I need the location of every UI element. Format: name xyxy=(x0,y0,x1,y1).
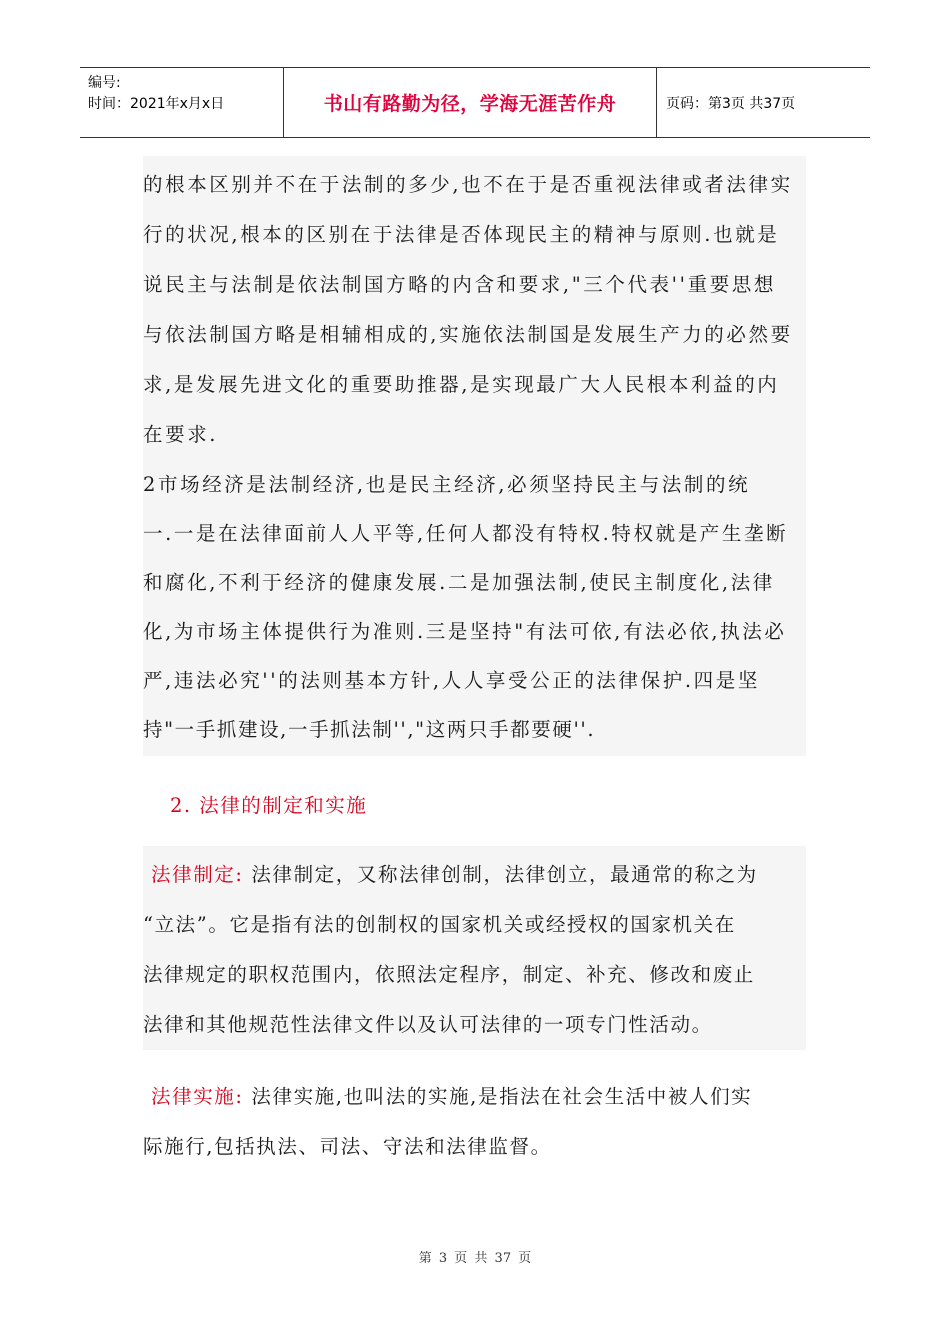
paragraph-line: 一.一是在法律面前人人平等,任何人都没有特权.特权就是产生垄断 xyxy=(143,522,789,545)
document-number-label: 编号: xyxy=(88,75,121,91)
page-footer: 第 3 页 共 37 页 xyxy=(418,1251,532,1266)
header-page-cell xyxy=(657,68,870,137)
paragraph-line: “立法”。它是指有法的创制权的国家机关或经授权的国家机关在 xyxy=(143,913,736,936)
document-date-label: 时间：2021年x月x日 xyxy=(88,96,225,112)
term-definition: 法律实施,也叫法的实施,是指法在社会生活中被人们实 xyxy=(243,1085,753,1108)
term-label: 法律实施: xyxy=(151,1085,244,1108)
paragraph-line: 与依法制国方略是相辅相成的,实施依法制国是发展生产力的必然要 xyxy=(143,323,793,346)
header-meta-cell xyxy=(80,68,284,137)
paragraph-line: 法律规定的职权范围内，依照法定程序，制定、补充、修改和废止 xyxy=(143,963,755,986)
paragraph-line xyxy=(151,1084,752,1110)
paragraph-line: 持"一手抓建设,一手抓法制'',"这两只手都要硬''. xyxy=(143,718,596,741)
document-header xyxy=(80,67,870,138)
paragraph-implementation xyxy=(143,1082,806,1172)
paragraph-lawmaking xyxy=(143,846,806,1050)
paragraph-line: 法律和其他规范性法律文件以及认可法律的一项专门性活动。 xyxy=(143,1013,713,1036)
paragraph-line: 严,违法必究''的法则基本方针,人人享受公正的法律保护.四是坚 xyxy=(143,669,760,692)
header-motto: 书山有路勤为径，学海无涯苦作舟 xyxy=(323,93,617,115)
paragraph-line: 求,是发展先进文化的重要助推器,是实现最广大人民根本利益的内 xyxy=(143,373,780,396)
paragraph-line xyxy=(151,862,758,888)
paragraph-market-economy xyxy=(143,456,806,756)
paragraph-line: 际施行,包括执法、司法、守法和法律监督。 xyxy=(143,1135,552,1158)
paragraph-line: 化,为市场主体提供行为准则.三是坚持"有法可依,有法必依,执法必 xyxy=(143,620,787,643)
term-label: 法律制定: xyxy=(151,863,244,886)
paragraph-democracy-law xyxy=(143,156,806,456)
header-motto-cell xyxy=(284,68,657,137)
paragraph-line: 2市场经济是法制经济,也是民主经济,必须坚持民主与法制的统 xyxy=(143,473,751,496)
paragraph-line: 说民主与法制是依法制国方略的内含和要求,"三个代表''重要思想 xyxy=(143,273,776,296)
paragraph-line: 行的状况,根本的区别在于法律是否体现民主的精神与原则.也就是 xyxy=(143,223,780,246)
term-definition: 法律制定，又称法律创制，法律创立，最通常的称之为 xyxy=(243,863,758,886)
paragraph-line: 和腐化,不利于经济的健康发展.二是加强法制,使民主制度化,法律 xyxy=(143,571,775,594)
paragraph-line: 的根本区别并不在于法制的多少,也不在于是否重视法律或者法律实 xyxy=(143,173,793,196)
paragraph-line: 在要求. xyxy=(143,423,219,446)
section-heading: 2. 法律的制定和实施 xyxy=(170,794,368,817)
header-page-info: 页码：第3页 共37页 xyxy=(666,96,796,112)
